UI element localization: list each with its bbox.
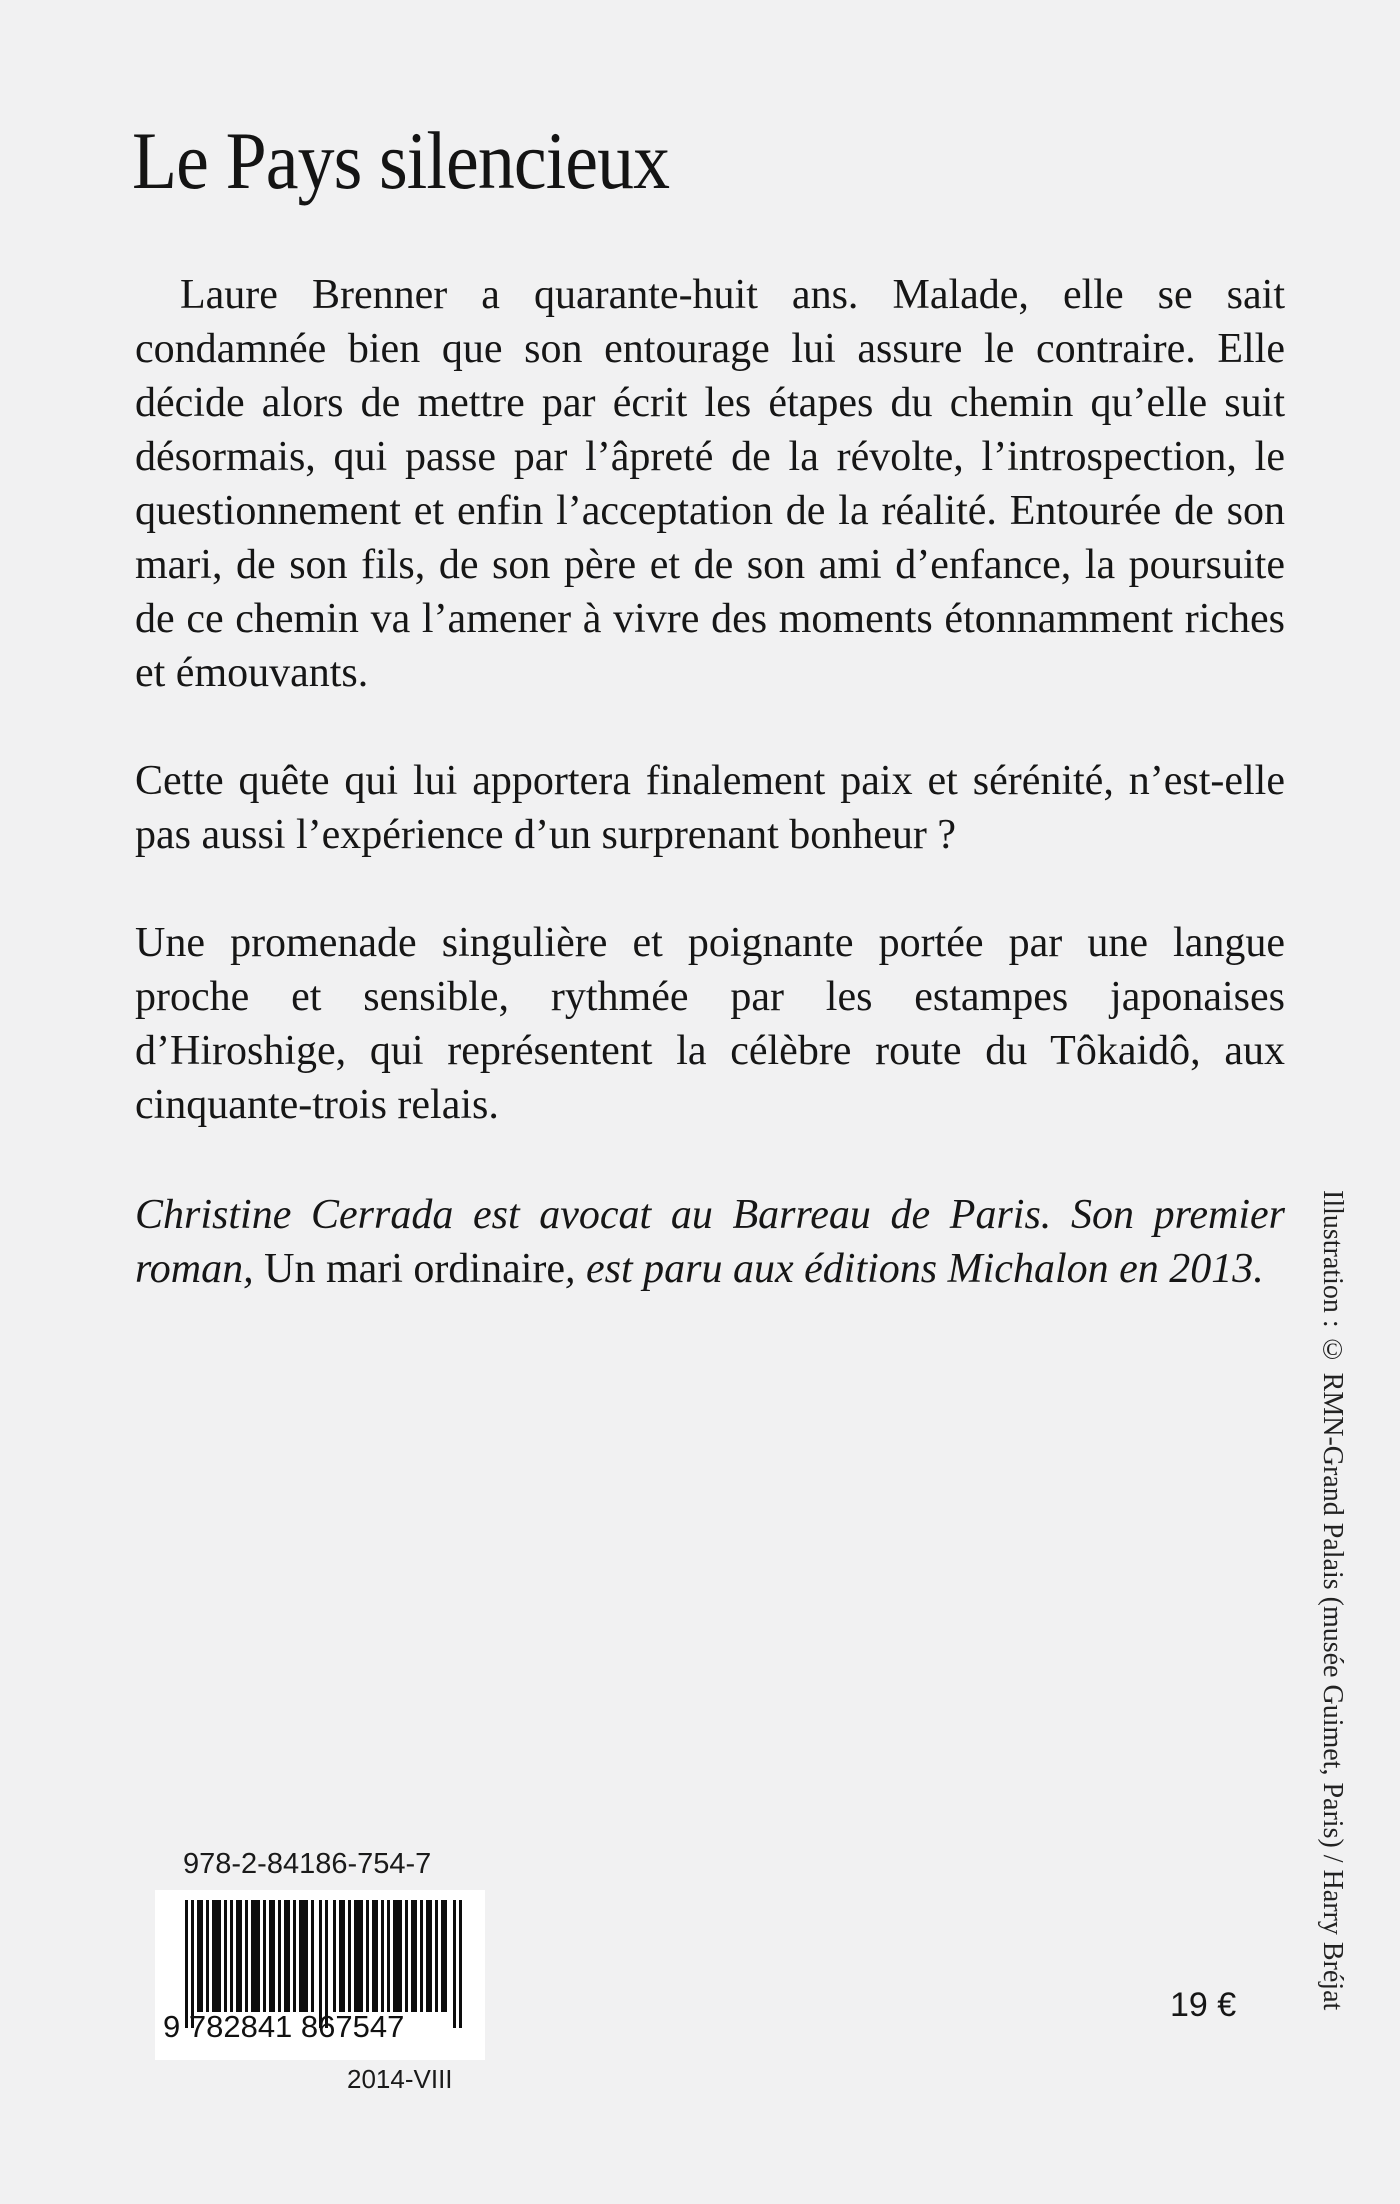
synopsis-paragraph-3: Une promenade singulière et poignante portée par une langue proche et sensible, rythmée par les estampes japonaises d’Hiroshige, qui représentent la célèbre route du Tôkaidô, aux cinquante-trois relais. (135, 920, 1285, 1128)
synopsis-paragraph-2: Cette quête qui lui apportera finalement paix et sérénité, n’est-elle pas aussi l’expérience d’un surprenant bonheur ? (135, 758, 1285, 858)
book-title: Le Pays silencieux (132, 115, 670, 206)
author-note-part-2: , est paru aux éditions Michalon en 2013. (565, 1246, 1264, 1292)
author-note (135, 1188, 1285, 1296)
illustration-credit: Illustration : © RMN-Grand Palais (musée Guimet, Paris) / Harry Bréjat (1317, 1190, 1348, 2011)
author-previous-book-title: Un mari ordinaire (264, 1246, 566, 1292)
barcode-digits: 9 782841 867547 (163, 2009, 405, 2044)
price: 19 € (1170, 1986, 1237, 2024)
synopsis-paragraph-1: Laure Brenner a quarante-huit ans. Malade, elle se sait condamnée bien que son entourage lui assure le contraire. Elle décide alors de mettre par écrit les étapes du chemin qu’elle suit désormais, qui passe par l’âpreté de la révolte, l’introspection, le questionnement et enfin l’acceptation de la réalité. Entourée de son mari, de son fils, de son père et de son ami d’enfance, la poursuite de ce chemin va l’amener à vivre des moments étonnamment riches et émouvants. (135, 272, 1285, 696)
edition-code: 2014-VIII (347, 2064, 453, 2094)
isbn-number: 978-2-84186-754-7 (183, 1848, 432, 1880)
barcode (155, 1890, 485, 2060)
author-note-part-1: Christine Cerrada est avocat au Barreau de Paris. Son premier roman, (135, 1192, 1285, 1292)
